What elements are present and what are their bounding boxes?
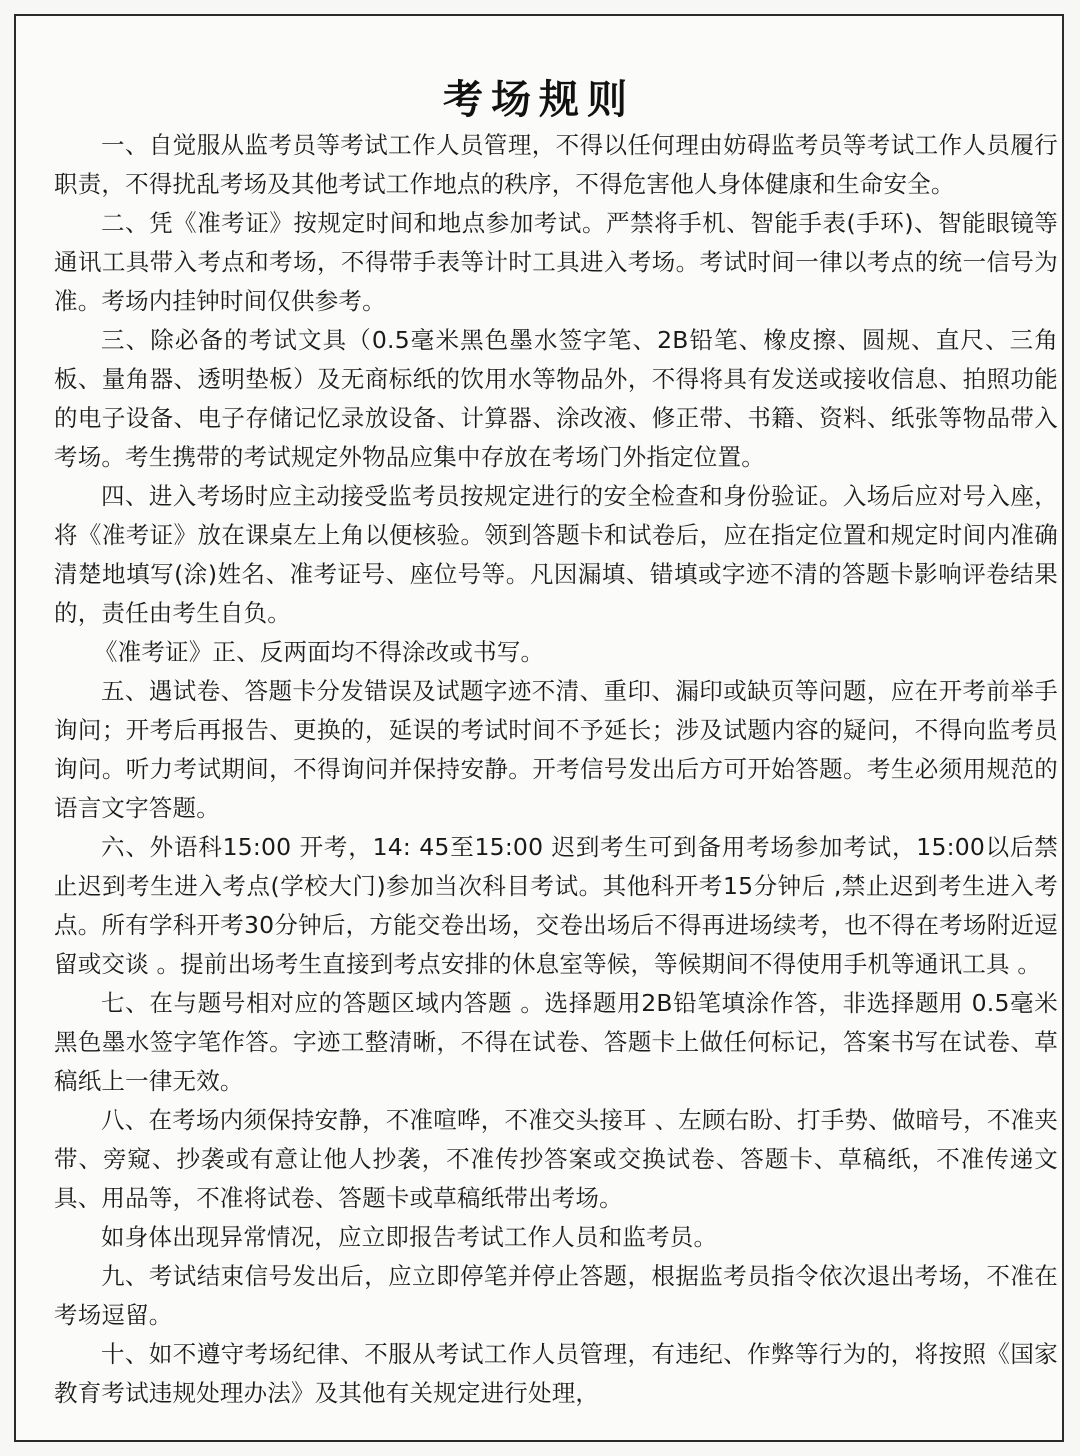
rule-paragraph-5: 五、遇试卷、答题卡分发错误及试题字迹不清、重印、漏印或缺页等问题，应在开考前举手询问；开考后再报告、更换的，延误的考试时间不予延长；涉及试题内容的疑问，不得向监考员询问。听力考试期间，不得询问并保持安静。开考信号发出后方可开始答题。考生必须用规范的语言文字答题。 bbox=[54, 677, 1058, 822]
rule-paragraph-8-note: 如身体出现异常情况，应立即报告考试工作人员和监考员。 bbox=[101, 1223, 718, 1251]
rule-paragraph-10: 十、如不遵守考场纪律、不服从考试工作人员管理，有违纪、作弊等行为的，将按照《国家教育考试违规处理办法》及其他有关规定进行处理， bbox=[54, 1340, 1058, 1407]
rules-body bbox=[54, 126, 1058, 1413]
rule-paragraph-2: 二、凭《准考证》按规定时间和地点参加考试。严禁将手机、智能手表(手环)、智能眼镜等通讯工具带入考点和考场，不得带手表等计时工具进入考场。考试时间一律以考点的统一信号为准。考场内挂钟时间仅供参考。 bbox=[54, 209, 1058, 315]
document-frame bbox=[14, 14, 1064, 1442]
rule-paragraph-8: 八、在考场内须保持安静，不准喧哗，不准交头接耳 、左顾右盼、打手势、做暗号，不准夹带、旁窥、抄袭或有意让他人抄袭，不准传抄答案或交换试卷、答题卡、草稿纸，不准传递文具、用品等，不准将试卷、答题卡或草稿纸带出考场。 bbox=[54, 1106, 1058, 1212]
rule-paragraph-1: 一、自觉服从监考员等考试工作人员管理，不得以任何理由妨碍监考员等考试工作人员履行职责，不得扰乱考场及其他考试工作地点的秩序，不得危害他人身体健康和生命安全。 bbox=[54, 131, 1058, 198]
rule-paragraph-4: 四、进入考场时应主动接受监考员按规定进行的安全检查和身份验证。入场后应对号入座，将《准考证》放在课桌左上角以便核验。领到答题卡和试卷后，应在指定位置和规定时间内准确清楚地填写(涂)姓名、准考证号、座位号等。凡因漏填、错填或字迹不清的答题卡影响评卷结果的，责任由考生自负。 bbox=[54, 482, 1058, 627]
document-title: 考场规则 bbox=[443, 77, 635, 123]
rule-paragraph-7: 七、在与题号相对应的答题区域内答题 。选择题用2B铅笔填涂作答，非选择题用 0.5毫米黑色墨水签字笔作答。字迹工整清晰，不得在试卷、答题卡上做任何标记，答案书写在试卷、草稿纸上一律无效。 bbox=[54, 989, 1058, 1095]
rule-paragraph-3: 三、除必备的考试文具（0.5毫米黑色墨水签字笔、2B铅笔、橡皮擦、圆规、直尺、三角板、量角器、透明垫板）及无商标纸的饮用水等物品外，不得将具有发送或接收信息、拍照功能的电子设备、电子存储记忆录放设备、计算器、涂改液、修正带、书籍、资料、纸张等物品带入考场。考生携带的考试规定外物品应集中存放在考场门外指定位置。 bbox=[54, 326, 1058, 471]
rule-paragraph-9: 九、考试结束信号发出后，应立即停笔并停止答题，根据监考员指令依次退出考场，不准在考场逗留。 bbox=[54, 1262, 1058, 1329]
rule-paragraph-4-note: 《准考证》正、反两面均不得涂改或书写。 bbox=[93, 638, 545, 666]
rule-paragraph-6: 六、外语科15:00 开考，14: 45至15:00 迟到考生可到备用考场参加考试，15:00以后禁止迟到考生进入考点(学校大门)参加当次科目考试。其他科开考15分钟后 ,禁止迟到考生进入考点。所有学科开考30分钟后，方能交卷出场，交卷出场后不得再进场续考，也不得在考场附近逗留或交谈 。提前出场考生直接到考点安排的休息室等候，等候期间不得使用手机等通讯工具 。 bbox=[54, 833, 1058, 978]
